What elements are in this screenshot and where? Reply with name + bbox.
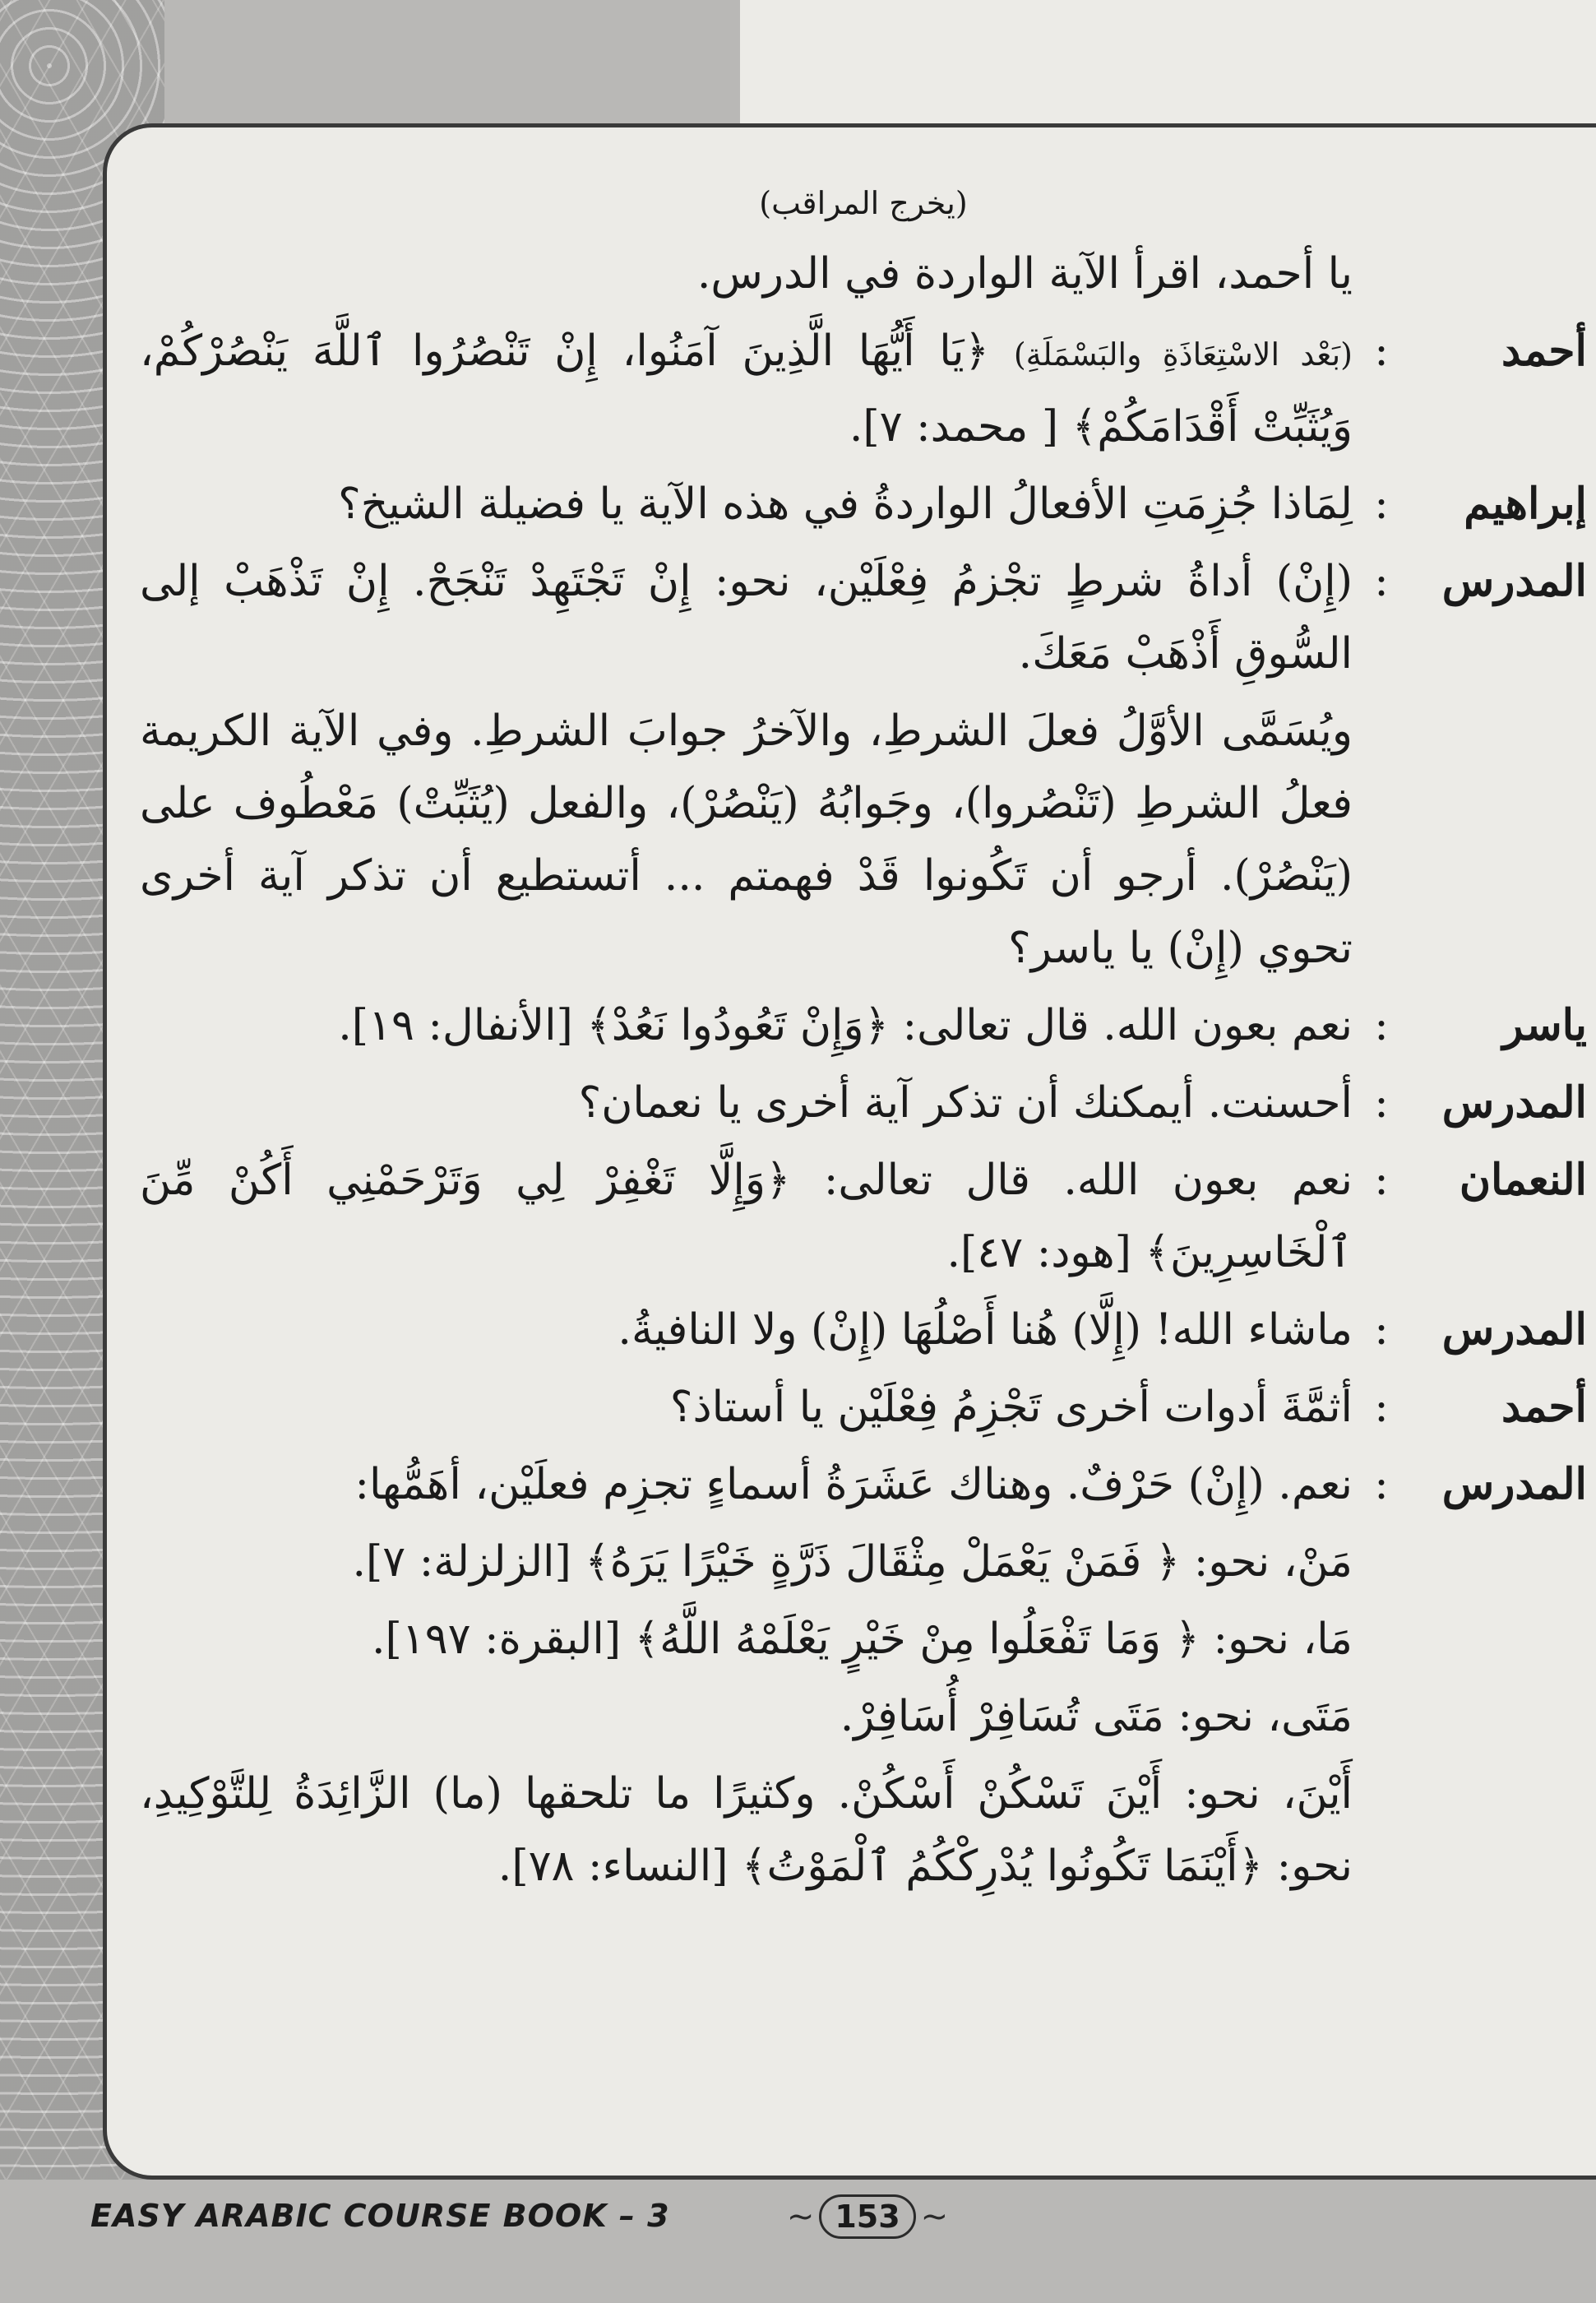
colon: : xyxy=(1374,1001,1389,1050)
dialogue-line xyxy=(140,989,1587,1062)
colon: : xyxy=(1374,1460,1389,1509)
colon: : xyxy=(1374,1383,1389,1432)
dialogue-line xyxy=(140,1448,1587,1521)
dialogue-text: ماشاء الله! (إِلَّا) هُنا أَصْلُهَا (إِنْ) ولا النافيةُ. xyxy=(618,1305,1353,1355)
speaker-name: المدرس xyxy=(1441,1077,1587,1128)
dialogue-text: نعم بعون الله. قال تعالى: ﴿وَإِلَّا تَغْفِرْ لِي وَتَرْحَمْنِي أَكُنْ مِّنَ ٱلْخَاسِرِينَ﴾ [هود: ٤٧]. xyxy=(140,1156,1353,1277)
dialogue-text: أحسنت. أيمكنك أن تذكر آية أخرى يا نعمان؟ xyxy=(578,1078,1353,1128)
example-line: مَا، نحو: ﴿ وَمَا تَفْعَلُوا مِنْ خَيْرٍ يَعْلَمْهُ اللَّهُ﴾ [البقرة: ١٩٧]. xyxy=(371,1615,1353,1664)
page-content xyxy=(140,185,1587,1907)
dialogue-line xyxy=(140,545,1587,690)
dialogue-text: نعم. (إِنْ) حَرْفٌ. وهناك عَشَرَةُ أسماءٍ تجزِم فعلَيْن، أهَمُّها: xyxy=(354,1460,1353,1509)
stage-direction: (يخرج المراقب) xyxy=(759,185,968,221)
dialogue-line xyxy=(140,1371,1587,1443)
page-number: 153 xyxy=(819,2194,915,2239)
verse-text: ﴿يَا أَيُّهَا الَّذِينَ آمَنُوا، إِنْ تَنْصُرُوا ٱللَّهَ يَنْصُرْكُمْ، وَيُثَبِّتْ أَقْدَامَكُمْ﴾ [ محمد: ٧]. xyxy=(140,327,1353,452)
dialogue-line xyxy=(140,1294,1587,1366)
colon: : xyxy=(1374,1305,1389,1355)
intro-line: يا أحمد، اقرأ الآية الواردة في الدرس. xyxy=(696,249,1353,299)
dialogue-text: نعم بعون الله. قال تعالى: ﴿وَإِنْ تَعُودُوا نَعُدْ﴾ [الأنفال: ١٩]. xyxy=(338,1001,1353,1050)
dialogue-line xyxy=(140,1144,1587,1289)
page-number-ornament xyxy=(773,2188,962,2245)
book-title: EASY ARABIC COURSE BOOK – 3 xyxy=(90,2198,670,2234)
example-line: مَنْ، نحو: ﴿ فَمَنْ يَعْمَلْ مِثْقَالَ ذَرَّةٍ خَيْرًا يَرَهُ﴾ [الزلزلة: ٧]. xyxy=(352,1537,1353,1587)
example-line: مَتَى، نحو: مَتَى تُسَافِرْ أُسَافِرْ. xyxy=(840,1692,1353,1741)
dialogue-line xyxy=(140,315,1587,463)
teacher-paragraph: ويُسَمَّى الأوَّلُ فعلَ الشرطِ، والآخرُ جوابَ الشرطِ. وفي الآية الكريمة فعلُ الشرطِ (تَنْصُروا)، وجَوابُهُ (يَنْصُرْ)، والفعل (يُثَبِّتْ) مَعْطُوف على (يَنْصُرْ). أرجو أن تَكُونوا قَدْ فهمتم ... أتستطيع أن تذكر آية أخرى تحوي (إِنْ) يا ياسر؟ xyxy=(140,707,1353,973)
colon: : xyxy=(1374,327,1389,376)
speaker-name: المدرس xyxy=(1441,1304,1587,1355)
dialogue-text xyxy=(140,315,1353,463)
final-paragraph: أَيْنَ، نحو: أَيْنَ تَسْكُنْ أَسْكُنْ. وكثيرًا ما تلحقها (ما) الزَّائِدَةُ لِلتَّوْكِيدِ، نحو: ﴿أَيْنَمَا تَكُونُوا يُدْرِكْكُمُ ٱلْمَوْتُ﴾ [النساء: ٧٨]. xyxy=(140,1769,1353,1891)
colon: : xyxy=(1374,557,1389,606)
speaker-name: المدرس xyxy=(1441,1459,1587,1509)
speaker-name: المدرس xyxy=(1441,556,1587,606)
dialogue-line xyxy=(140,468,1587,540)
dialogue-text: لِمَاذا جُزِمَتِ الأفعالُ الواردةُ في هذه الآية يا فضيلة الشيخ؟ xyxy=(338,480,1353,529)
speaker-name: أحمد xyxy=(1501,1382,1587,1432)
speaker-name: ياسر xyxy=(1502,1000,1587,1050)
ornament-right-icon: ~ xyxy=(920,2198,949,2236)
speaker-name: إبراهيم xyxy=(1464,479,1587,529)
speaker-name: أحمد xyxy=(1501,326,1587,376)
speaker-name: النعمان xyxy=(1459,1155,1587,1205)
dialogue-text: أثمَّةَ أدوات أخرى تَجْزِمُ فِعْلَيْن يا أستاذ؟ xyxy=(669,1383,1353,1432)
dialogue-text: (إِنْ) أداةُ شرطٍ تجْزمُ فِعْلَيْن، نحو: إِنْ تَجْتَهِدْ تَنْجَحْ. إِنْ تَذْهَبْ إلى السُّوقِ أَذْهَبْ مَعَكَ. xyxy=(140,557,1353,679)
colon: : xyxy=(1374,1156,1389,1205)
stage-note: (بَعْد الاسْتِعَاذَةِ والبَسْمَلَةِ) xyxy=(1013,336,1353,373)
colon: : xyxy=(1374,480,1389,529)
dialogue-line xyxy=(140,1067,1587,1139)
facing-page-strip xyxy=(740,0,1596,123)
colon: : xyxy=(1374,1078,1389,1128)
ornament-left-icon: ~ xyxy=(786,2198,815,2236)
